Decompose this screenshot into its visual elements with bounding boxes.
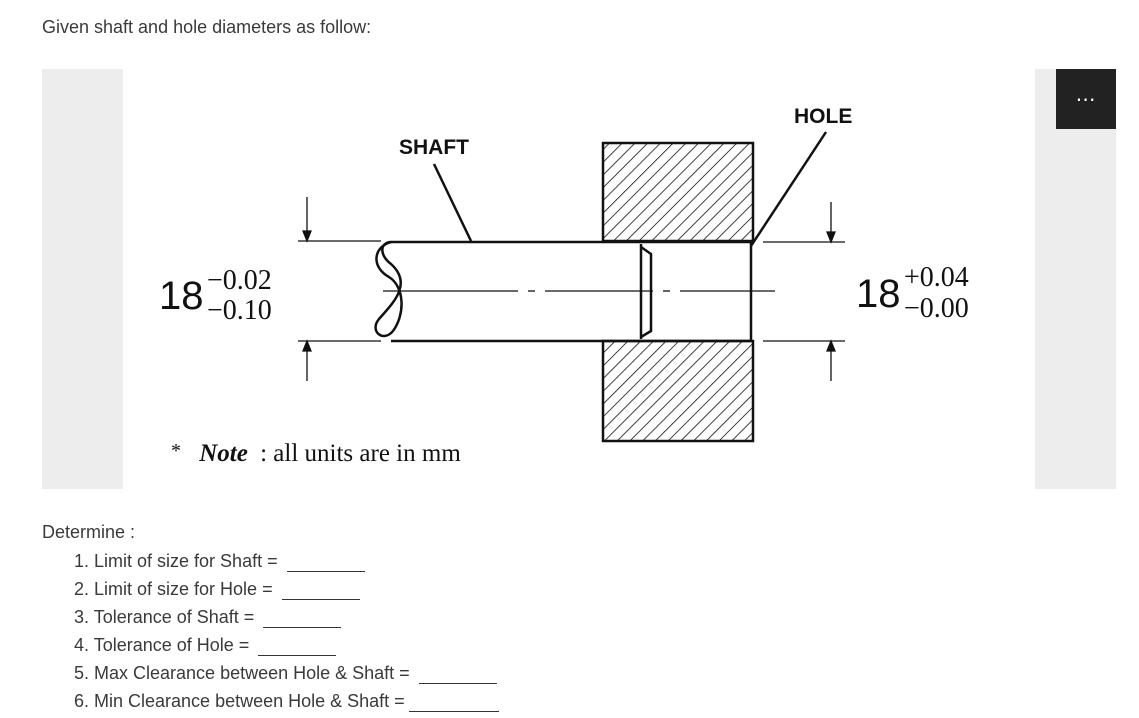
determine-heading: Determine : bbox=[42, 522, 136, 542]
list-item bbox=[74, 690, 499, 718]
question-list bbox=[74, 550, 499, 718]
answer-blank bbox=[282, 581, 360, 600]
note-star: * bbox=[171, 440, 181, 462]
answer-blank bbox=[409, 693, 499, 712]
list-item bbox=[74, 578, 499, 606]
list-item bbox=[74, 606, 499, 634]
intro-text: Given shaft and hole diameters as follow: bbox=[42, 17, 372, 37]
list-item bbox=[74, 662, 499, 690]
answer-blank bbox=[287, 553, 365, 572]
answer-blank bbox=[258, 637, 336, 656]
shaft-leader-line bbox=[434, 164, 471, 241]
more-icon: ⋯ bbox=[1075, 88, 1097, 111]
question-text: 2. Limit of size for Hole = bbox=[74, 579, 278, 599]
note-text bbox=[171, 436, 461, 467]
hole-lower-deviation: −0.00 bbox=[904, 293, 969, 324]
hole-upper-deviation: +0.04 bbox=[904, 262, 969, 293]
shaft-label: SHAFT bbox=[399, 136, 469, 159]
hole-dimension-lines bbox=[763, 202, 845, 381]
hole-nominal: 18 bbox=[856, 272, 901, 316]
hole-leader-line bbox=[751, 132, 826, 246]
shaft-nominal: 18 bbox=[159, 274, 204, 318]
shaft-hole-diagram bbox=[123, 69, 1035, 489]
list-item bbox=[74, 550, 499, 578]
figure-container bbox=[42, 69, 1116, 489]
question-text: 5. Max Clearance between Hole & Shaft = bbox=[74, 663, 415, 683]
shaft-upper-deviation: −0.02 bbox=[207, 265, 272, 296]
answer-blank bbox=[419, 665, 497, 684]
hole-label: HOLE bbox=[794, 105, 853, 128]
question-text: 1. Limit of size for Shaft = bbox=[74, 551, 283, 571]
note-word: Note bbox=[199, 440, 248, 467]
list-item bbox=[74, 634, 499, 662]
answer-blank bbox=[263, 609, 341, 628]
shaft-lower-deviation: −0.10 bbox=[207, 295, 272, 326]
shaft-dimension-lines bbox=[298, 197, 381, 381]
more-options-button[interactable] bbox=[1056, 69, 1116, 129]
note-rest: : all units are in mm bbox=[260, 440, 461, 467]
question-text: 6. Min Clearance between Hole & Shaft = bbox=[74, 691, 405, 711]
question-text: 3. Tolerance of Shaft = bbox=[74, 607, 260, 627]
question-text: 4. Tolerance of Hole = bbox=[74, 635, 255, 655]
hole-block bbox=[603, 143, 753, 441]
